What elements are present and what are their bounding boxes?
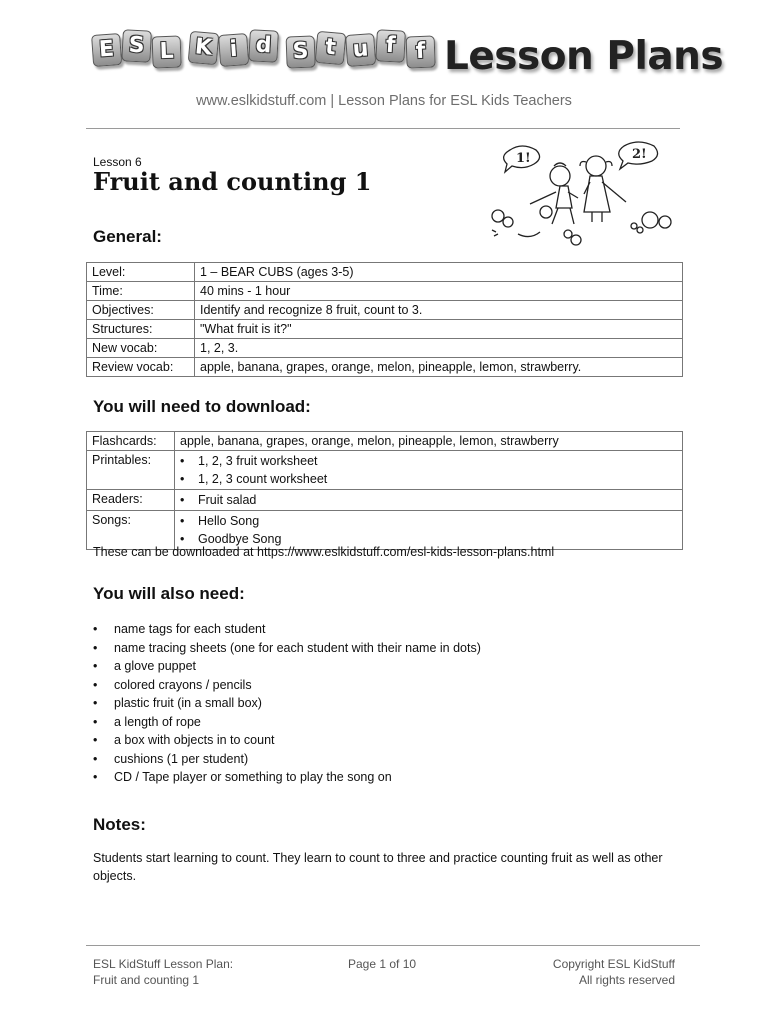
footer-lesson-title: Fruit and counting 1 [93,973,200,987]
bubble-right-text: 2! [632,147,647,162]
logo-tile: K [188,31,220,65]
bubble-left-text: 1! [516,151,531,166]
logo-tile: S [286,36,316,69]
general-table [86,262,683,377]
list-item: • name tracing sheets (one for each student with their name in dots) [93,639,481,658]
reader-item: • Fruit salad [180,491,676,509]
logo-tile: f [375,29,406,62]
logo-tile: L [152,36,182,69]
flashcards-value: apple, banana, grapes, orange, melon, pineapple, lemon, strawberry [175,432,683,451]
printables-list [175,451,683,490]
download-row-flashcards [87,432,683,451]
general-row [87,358,683,377]
list-item: • cushions (1 per student) [93,750,481,769]
list-item: • name tags for each student [93,620,481,639]
general-row-label: New vocab: [87,339,195,358]
download-row-readers [87,490,683,511]
site-tagline: www.eslkidstuff.com | Lesson Plans for ESL Kids Teachers [196,93,572,109]
logo-tile: f [406,36,436,69]
song-item: • Hello Song [180,512,676,530]
general-row-label: Structures: [87,320,195,339]
list-item: • plastic fruit (in a small box) [93,694,481,713]
footer-copyright: Copyright ESL KidStuff [552,957,675,971]
notes-text: Students start learning to count. They learn to count to three and practice counting fruit as well as other objects. [93,851,663,883]
site-logo [92,28,724,88]
download-table [86,431,683,550]
logo-tile: d [248,29,279,62]
download-note: These can be downloaded at https://www.eslkidstuff.com/esl-kids-lesson-plans.html [93,545,555,559]
footer-rights: All rights reserved [578,973,675,987]
general-row [87,320,683,339]
general-row [87,263,683,282]
general-heading: General: [93,227,162,246]
list-item: • a length of rope [93,713,481,732]
general-row-value: 1, 2, 3. [195,339,683,358]
list-item: • CD / Tape player or something to play the song on [93,768,481,787]
footer-left [93,956,233,988]
kids-fruit-illustration [484,138,680,252]
general-row [87,339,683,358]
logo-tile: E [91,33,122,67]
general-row-value: 1 – BEAR CUBS (ages 3-5) [195,263,683,282]
list-item: • a box with objects in to count [93,731,481,750]
general-row [87,282,683,301]
lesson-title: Fruit and counting 1 [93,167,372,196]
download-row-songs [87,511,683,550]
notes-heading: Notes: [93,815,146,834]
general-row-value: 40 mins - 1 hour [195,282,683,301]
song-item: • Goodbye Song [180,530,676,548]
footer-plan-label: ESL KidStuff Lesson Plan: [93,957,234,971]
logo-title: Lesson Plans [444,34,724,79]
logo-tile: u [345,33,376,67]
list-item: • colored crayons / pencils [93,676,481,695]
header-divider [86,128,680,129]
lesson-number: Lesson 6 [93,155,142,169]
general-row-value: apple, banana, grapes, orange, melon, pineapple, lemon, strawberry. [195,358,683,377]
footer-divider [86,945,700,946]
readers-label: Readers: [87,490,175,511]
logo-tile: t [315,31,347,65]
footer-page-number: Page 1 of 10 [348,957,417,971]
printable-item: • 1, 2, 3 fruit worksheet [180,452,676,470]
general-row [87,301,683,320]
printables-label: Printables: [87,451,175,490]
printable-item: • 1, 2, 3 count worksheet [180,470,676,488]
general-row-label: Objectives: [87,301,195,320]
logo-tile: S [121,29,152,62]
readers-list [175,490,683,511]
general-row-value: Identify and recognize 8 fruit, count to 3. [195,301,683,320]
general-row-label: Review vocab: [87,358,195,377]
logo-tiles [92,32,436,64]
also-need-list [93,620,481,787]
list-item: • a glove puppet [93,657,481,676]
footer-right [553,956,675,988]
songs-list [175,511,683,550]
logo-tile: i [218,33,249,67]
general-row-label: Time: [87,282,195,301]
download-heading: You will need to download: [93,397,311,416]
general-row-value: "What fruit is it?" [195,320,683,339]
flashcards-label: Flashcards: [87,432,175,451]
download-row-printables [87,451,683,490]
songs-label: Songs: [87,511,175,550]
general-row-label: Level: [87,263,195,282]
also-need-heading: You will also need: [93,584,245,603]
